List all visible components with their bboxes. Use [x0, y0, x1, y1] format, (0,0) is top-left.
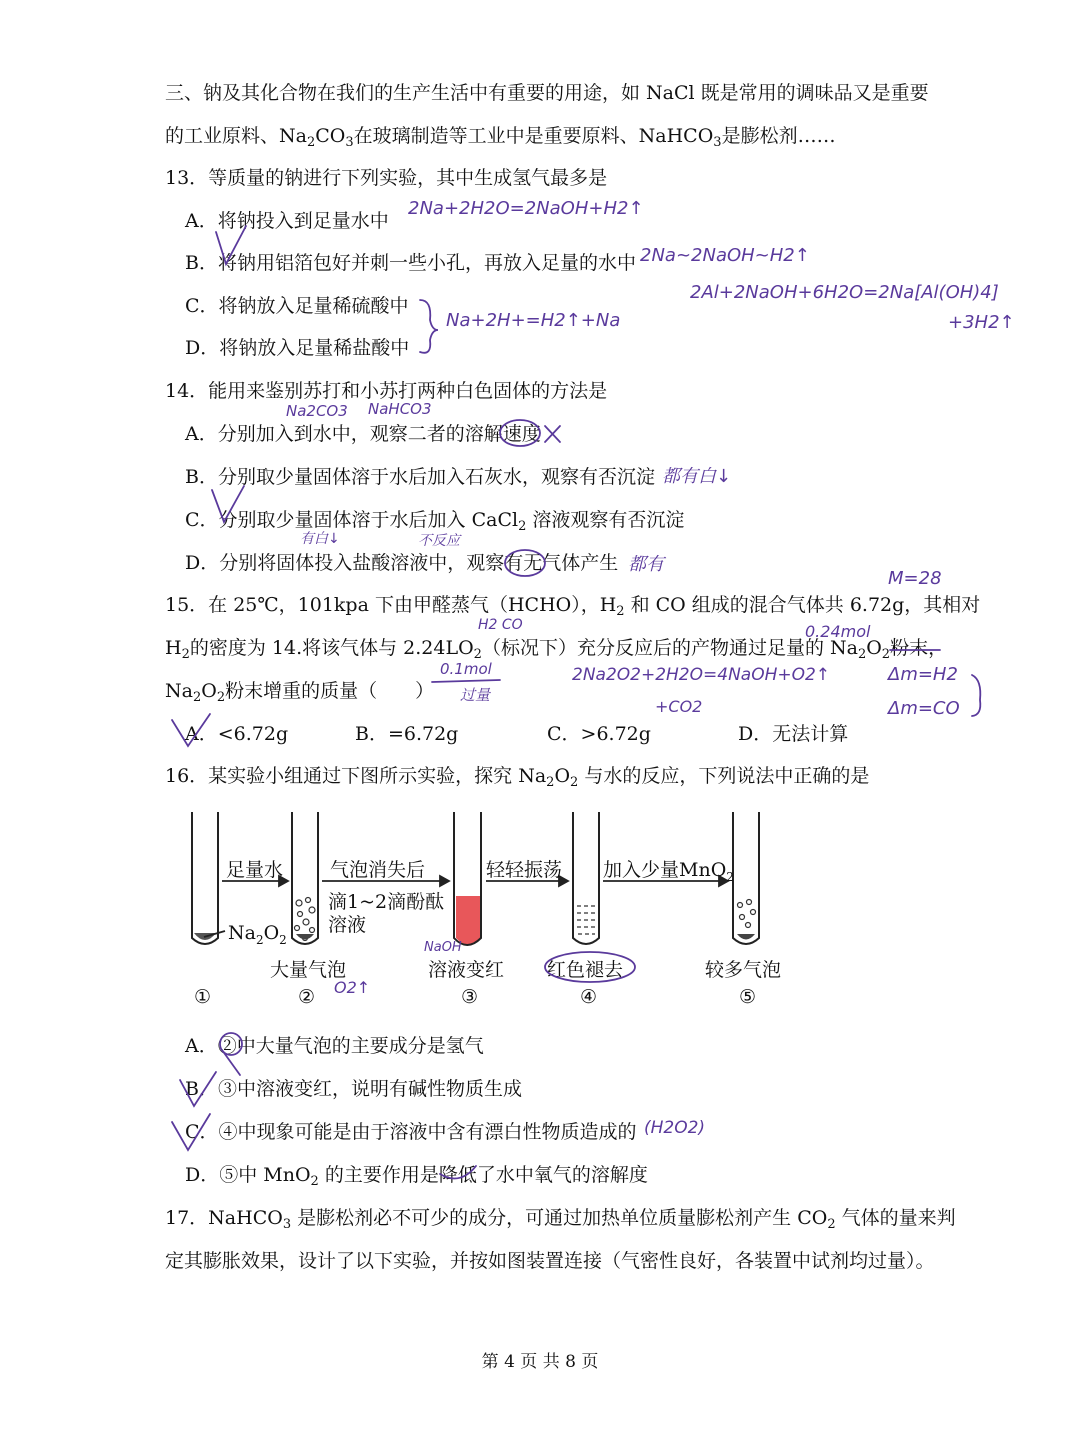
note-15g: +CO2 — [655, 697, 703, 716]
fig-caption-5: 较多气泡 — [705, 959, 782, 981]
q13-option-d[interactable]: D．将钠放入足量稀盐酸中 — [185, 337, 410, 359]
note-15c: 0.24mol — [805, 622, 871, 641]
note-13b: 2Na~2NaOH~H2↑ — [640, 245, 810, 266]
check-mark-13b — [216, 226, 246, 264]
fig-num-1: ① — [194, 986, 212, 1008]
note-13e: Na+2H+=H2↑+Na — [446, 310, 621, 331]
q15-line-1: 15．在 25℃，101kpa 下由甲醛蒸气（HCHO），$H_2$ 和 CO 组成的混合气体共 6.72g，其相对 — [165, 594, 981, 619]
note-14b: NaHCO3 — [368, 400, 432, 418]
q15-option-c[interactable]: C．>6.72g — [547, 723, 651, 745]
q15-option-a[interactable]: A．<6.72g — [185, 723, 289, 745]
fig-caption-4: 红色褪去 — [547, 959, 624, 981]
q15-option-b[interactable]: B．=6.72g — [355, 723, 459, 745]
note-15e: 过量 — [460, 686, 491, 704]
intro-line-1: 三、钠及其化合物在我们的生产生活中有重要的用途，如 NaCl 既是常用的调味品又是重要 — [165, 82, 929, 104]
page-footer: 第 4 页 共 8 页 — [481, 1352, 599, 1372]
fig-num-2: ② — [298, 986, 316, 1008]
fig-label-na2o2: $Na_2O_2$ — [228, 922, 287, 947]
note-16a: NaOH — [424, 940, 462, 955]
note-15b: H2 CO — [478, 617, 523, 633]
note-16c: (H2O2) — [644, 1118, 706, 1138]
note-14d: 有白↓ — [300, 531, 340, 547]
note-16b: O2↑ — [334, 978, 371, 997]
note-15h: Δm=H2 — [888, 664, 958, 685]
note-14f: 都有 — [628, 554, 664, 575]
note-13d: +3H2↑ — [948, 312, 1015, 333]
fig-caption-2: 大量气泡 — [270, 959, 347, 981]
fig-caption-3: 溶液变红 — [428, 959, 505, 981]
fig-label-solution: 溶液 — [328, 914, 367, 936]
q16-option-b[interactable]: B．③中溶液变红，说明有碱性物质生成 — [185, 1078, 522, 1100]
note-15a: M=28 — [888, 568, 942, 589]
fig-label-phenolphthalein: 滴1~2滴酚酞 — [328, 891, 445, 913]
fig-label-shake: 轻轻振荡 — [486, 859, 563, 881]
fig-label-water: 足量水 — [226, 859, 284, 881]
q13-stem: 13．等质量的钠进行下列实验，其中生成氢气最多是 — [165, 167, 608, 189]
fig-num-3: ③ — [461, 986, 479, 1008]
fig-label-mno2: 加入少量MnO$_2$ — [603, 859, 734, 884]
q16-option-c[interactable]: C．④中现象可能是由于溶液中含有漂白性物质造成的 — [185, 1121, 637, 1143]
q16-option-d[interactable]: D．⑤中 MnO$_2$ 的主要作用是降低了水中氧气的溶解度 — [185, 1164, 648, 1189]
q13-option-a[interactable]: A．将钠投入到足量水中 — [185, 210, 389, 232]
q14-option-a[interactable]: A．分别加入到水中，观察二者的溶解速度 — [185, 423, 541, 445]
intro-line-2: 的工业原料、$Na_2CO_3$在玻璃制造等工业中是重要原料、NaHCO$_3$是膨松剂…… — [165, 125, 836, 150]
q14-option-d[interactable]: D．分别将固体投入盐酸溶液中，观察有无气体产生 — [185, 552, 619, 574]
note-15d: 0.1mol — [440, 660, 492, 678]
q14-option-b[interactable]: B．分别取少量固体溶于水后加入石灰水，观察有否沉淀 — [185, 466, 655, 488]
note-15i: Δm=CO — [888, 698, 960, 719]
fig-num-4: ④ — [580, 986, 598, 1008]
note-14a: Na2CO3 — [286, 402, 348, 420]
note-14c: 都有白↓ — [662, 466, 732, 487]
q15-line-3: $Na_2O_2$粉末增重的质量（ ） — [165, 680, 435, 705]
note-14e: 不反应 — [418, 533, 460, 549]
q15-option-d[interactable]: D．无法计算 — [738, 723, 849, 745]
note-13a: 2Na+2H2O=2NaOH+H2↑ — [408, 198, 644, 219]
q17-line-1: 17．NaHCO$_3$ 是膨松剂必不可少的成分，可通过加热单位质量膨松剂产生 $CO_2$ 气体的量来判 — [165, 1207, 956, 1232]
q14-stem: 14．能用来鉴别苏打和小苏打两种白色固体的方法是 — [165, 380, 608, 402]
q17-line-2: 定其膨胀效果，设计了以下实验，并按如图装置连接（气密性良好，各装置中试剂均过量）。 — [165, 1250, 935, 1272]
check-mark-14c — [212, 486, 244, 522]
check-mark-15a — [172, 714, 210, 746]
note-15f: 2Na2O2+2H2O=4NaOH+O2↑ — [572, 665, 831, 685]
q14-option-c[interactable]: C．分别取少量固体溶于水后加入 CaCl$_2$ 溶液观察有否沉淀 — [185, 509, 685, 534]
check-mark-16c — [172, 1114, 210, 1150]
fig-label-bubbles-gone: 气泡消失后 — [330, 859, 426, 881]
q16-option-a[interactable]: A．②中大量气泡的主要成分是氢气 — [185, 1035, 484, 1057]
q13-option-c[interactable]: C．将钠放入足量稀硫酸中 — [185, 295, 409, 317]
note-13c: 2Al+2NaOH+6H2O=2Na[Al(OH)4] — [690, 282, 999, 303]
check-mark-16b — [180, 1072, 216, 1106]
q16-stem: 16．某实验小组通过下图所示实验，探究 $Na_2O_2$ 与水的反应，下列说法中正确的是 — [165, 765, 870, 790]
fig-num-5: ⑤ — [739, 986, 757, 1008]
q13-option-b[interactable]: B．将钠用铝箔包好并刺一些小孔，再放入足量的水中 — [185, 252, 636, 274]
q15-line-2: $H_2$的密度为 14.将该气体与 $2.24LO_2$（标况下）充分反应后的产物通过足量的 $Na_2O_2$粉末， — [165, 637, 948, 662]
